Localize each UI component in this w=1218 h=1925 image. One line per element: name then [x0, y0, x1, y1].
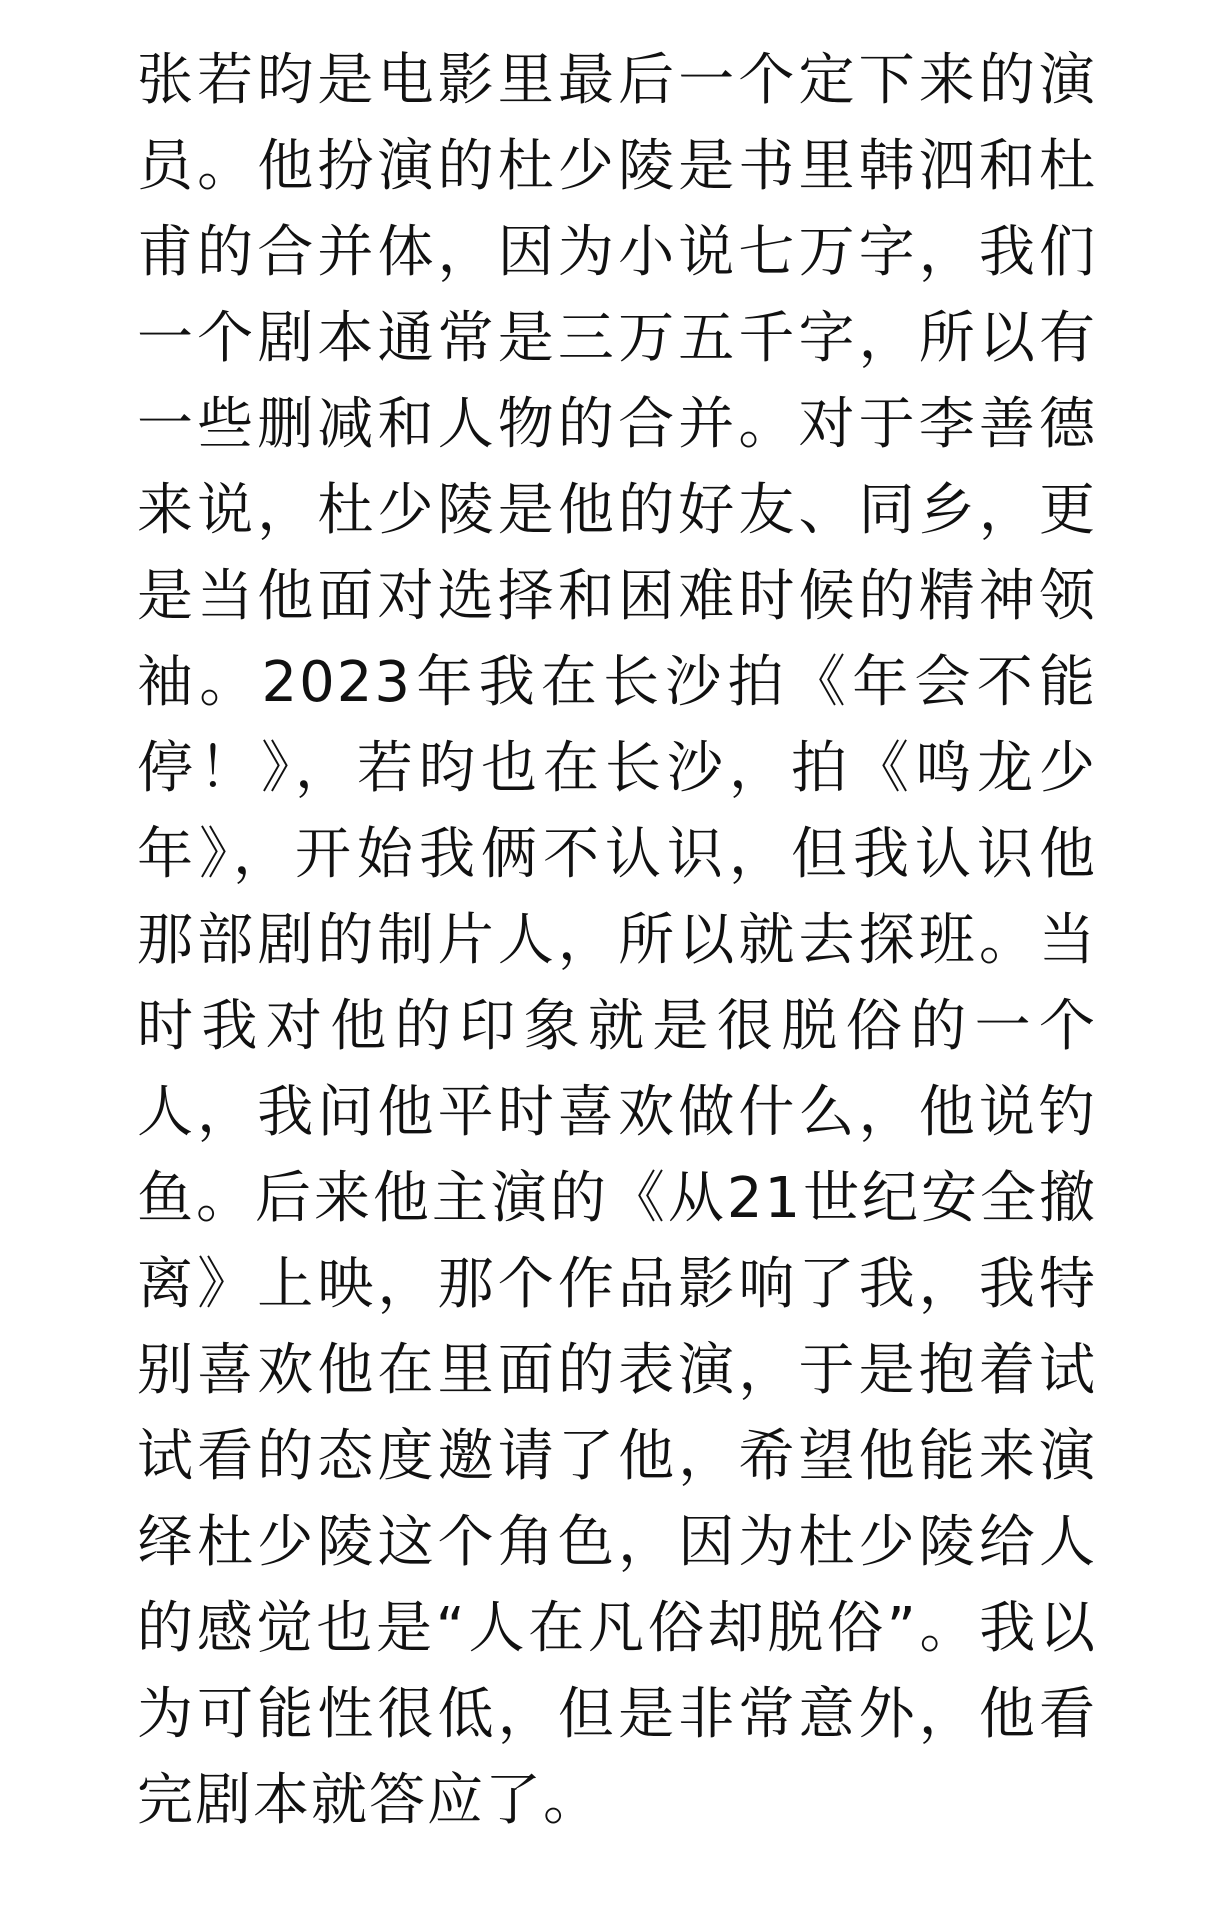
- text-line: 员。他扮演的杜少陵是书里韩泗和杜: [137, 134, 1097, 199]
- text-line: 为可能性很低，但是非常意外，他看: [137, 1682, 1097, 1747]
- text-line: 试看的态度邀请了他，希望他能来演: [137, 1424, 1097, 1489]
- text-line: 时我对他的印象就是很脱俗的一个: [137, 994, 1097, 1059]
- text-line: 停！》，若昀也在长沙，拍《鸣龙少: [137, 736, 1097, 801]
- text-line: 是当他面对选择和困难时候的精神领: [137, 564, 1097, 629]
- text-line: 离》上映，那个作品影响了我，我特: [137, 1252, 1097, 1317]
- text-line: 那部剧的制片人，所以就去探班。当: [137, 908, 1097, 973]
- text-line: 鱼。后来他主演的《从21世纪安全撤: [137, 1166, 1097, 1231]
- text-line: 年》，开始我俩不认识，但我认识他: [137, 822, 1097, 887]
- text-line: 的感觉也是“人在凡俗却脱俗”。我以: [137, 1596, 1097, 1661]
- text-line: 来说，杜少陵是他的好友、同乡，更: [137, 478, 1097, 543]
- text-line: 张若昀是电影里最后一个定下来的演: [137, 48, 1097, 113]
- text-line: 绎杜少陵这个角色，因为杜少陵给人: [137, 1510, 1097, 1575]
- article-body: [137, 38, 1097, 1844]
- text-line: 一个剧本通常是三万五千字，所以有: [137, 306, 1097, 371]
- text-line: 别喜欢他在里面的表演，于是抱着试: [137, 1338, 1097, 1403]
- text-line: 袖。2023年我在长沙拍《年会不能: [137, 650, 1097, 715]
- text-line: 甫的合并体，因为小说七万字，我们: [137, 220, 1097, 285]
- text-line: 人，我问他平时喜欢做什么，他说钓: [137, 1080, 1097, 1145]
- text-line: 完剧本就答应了。: [137, 1768, 601, 1833]
- text-line: 一些删减和人物的合并。对于李善德: [137, 392, 1097, 457]
